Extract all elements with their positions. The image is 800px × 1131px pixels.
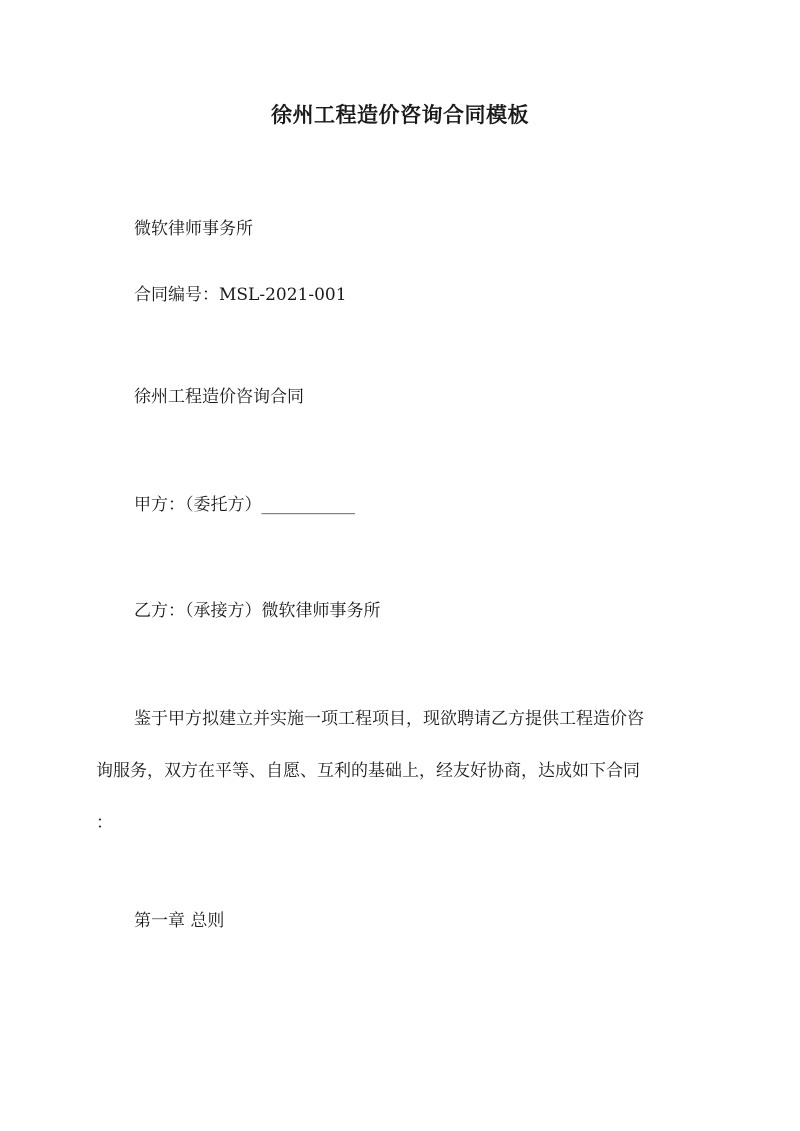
firm-name: 微软律师事务所 [134, 219, 253, 239]
party-a-line: 甲方：（委托方）___________ [134, 495, 355, 515]
preamble-line: 鉴于甲方拟建立并实施一项工程项目，现欲聘请乙方提供工程造价咨 [134, 709, 644, 729]
contract-name: 徐州工程造价咨询合同 [134, 387, 304, 407]
chapter-heading: 第一章 总则 [134, 911, 225, 931]
document-title: 徐州工程造价咨询合同模板 [271, 102, 529, 127]
party-b-line: 乙方：（承接方）微软律师事务所 [134, 601, 381, 621]
preamble-line: 询服务，双方在平等、自愿、互利的基础上，经友好协商，达成如下合同 [96, 761, 640, 781]
preamble-line: ： [96, 813, 113, 833]
contract-number: 合同编号：MSL-2021-001 [134, 285, 347, 305]
preamble-paragraph [96, 705, 706, 837]
